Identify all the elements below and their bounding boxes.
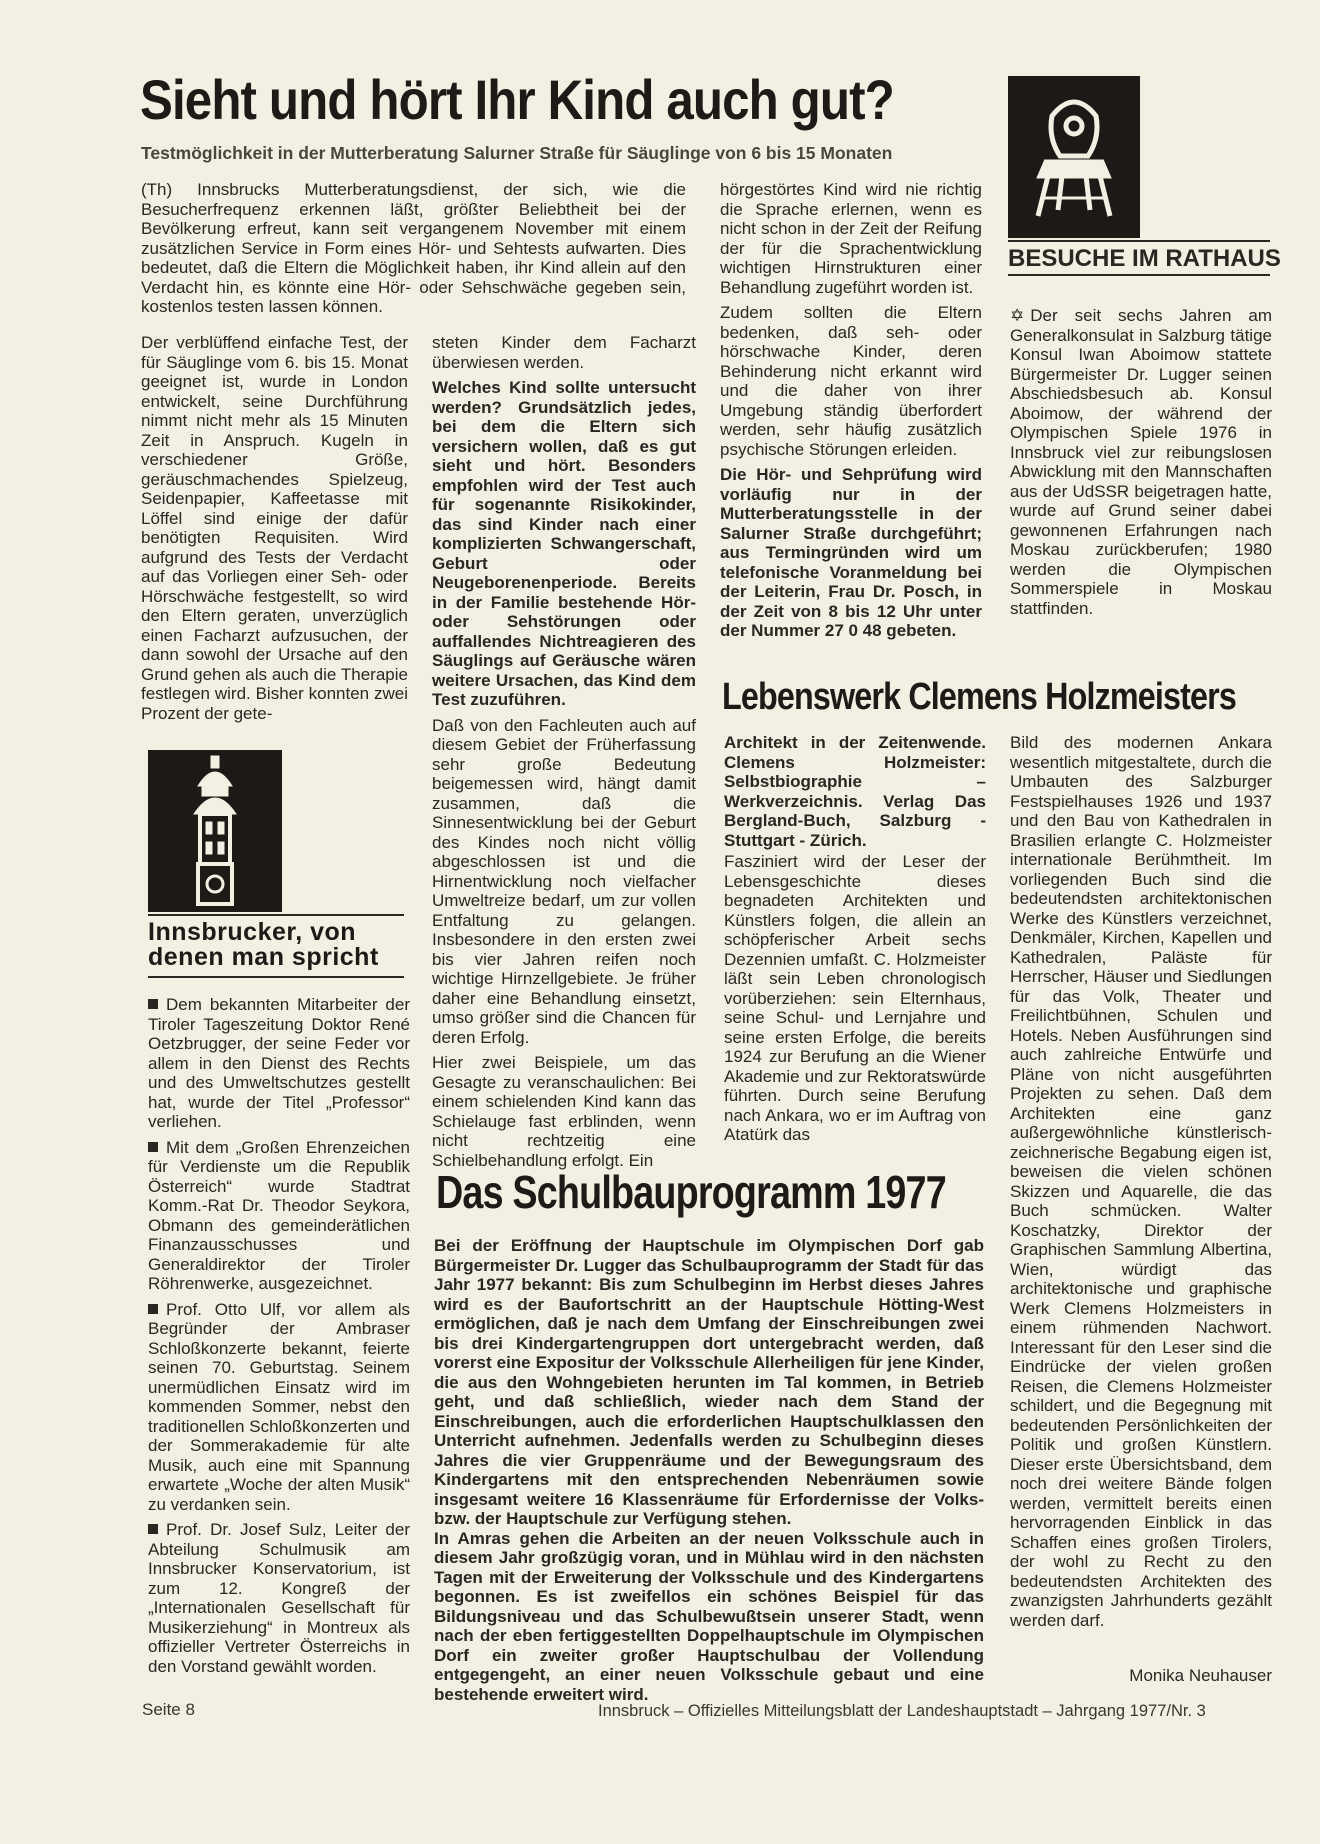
innsbrucker-heading [148, 920, 410, 970]
bullet-icon [148, 1304, 158, 1314]
holzmeister-book-info: Architekt in der Zeitenwende. Clemens Holzmeister: Selbstbiographie – Werkverzeichnis. Verlag Das Bergland-Buch, Salzburg - Stuttgart - Zürich. [724, 733, 986, 850]
footer-masthead: Innsbruck – Offizielles Mitteilungsblatt der Landeshauptstadt – Jahrgang 1977/Nr. 3 [598, 1702, 1206, 1720]
main-article-title: Sieht und hört Ihr Kind auch gut? [140, 68, 894, 131]
innsbrucker-list [148, 995, 410, 1676]
innsbrucker-heading-line2: denen man spricht [148, 943, 379, 971]
besuche-rule-top [1008, 240, 1270, 242]
list-item: Mit dem „Großen Ehrenzeichen für Verdienste um die Republik Österreich“ wurde Stadtrat Komm.-Rat Dr. Theodor Seykora, Obmann des gemeinderätlichen Finanzausschusses und Generaldirektor der Tiroler Röhrenwerke, ausgezeichnet. [148, 1137, 410, 1293]
innsbrucker-rule-bottom [148, 976, 404, 978]
innsbrucker-heading-line1: Innsbrucker, von [148, 918, 357, 946]
list-item: Prof. Dr. Josef Sulz, Leiter der Abteilung Schulmusik am Innsbrucker Konservatorium, ist zum 12. Kongreß der „Internationalen Gesellschaft für Musikerziehung“ in Montreux als offizieller Vertreter Österreichs in den Vorstand gewählt worden. [148, 1520, 410, 1676]
col2-paragraph: steten Kinder dem Facharzt überwiesen werden. [432, 333, 696, 372]
holzmeister-col-b: Bild des modernen Ankara wesentlich mitgestaltete, durch die Umbauten des Salzburger Festspielhauses 1926 und 1937 und den Bau von Kathedralen in Brasilien erlangte C. Holzmeister internationale Berühmtheit. Im vorliegenden Buch sind die bedeutendsten architektonischen Werke des Künstlers verzeichnet, Denkmäler, Kirchen, Kapellen und Kathedralen, Paläste für Herrscher, Häuser und Siedlungen für das Volk, Theater und Freilichtbühnen, Schulen und Hotels. Neben Ausführungen sind auch zahlreiche Entwürfe und Pläne von nicht ausgeführten Projekten zu sehen. Daß dem Architekten eine ganz außergewöhnliche künstlerisch-zeichnerische Begabung eigen ist, beweisen die vielen schönen Skizzen und Aquarelle, die das Buch schmücken. Walter Koschatzky, Direktor der Graphischen Sammlung Albertina, Wien, würdigt das architektonische und graphische Werk Clemens Holzmeisters in einem rühmenden Nachwort. Interessant für den Leser sind die Eindrücke der vielen großen Reisen, die Clemens Holzmeister schildert, und die Begegnung mit bedeutenden Persönlichkeiten der Politik und großen Künstlern. Dieser erste Übersichtsband, dem noch drei weitere Bände folgen werden, vermittelt bereits einen hervorragenden Einblick in das Schaffen eines großen Tirolers, der wohl zu Recht zu den bedeutendsten Architekten des zwanzigsten Jahrhunderts gezählt werden darf. [1010, 733, 1272, 1630]
main-article-subtitle: Testmöglichkeit in der Mutterberatung Salurner Straße für Säuglinge von 6 bis 15 Monaten [141, 143, 893, 163]
col2-paragraph: Daß von den Fachleuten auch auf diesem Gebiet der Früherfassung sehr große Bedeutung beigemessen wird, hängt damit zusammen, daß die Sinnesentwicklung bei der Geburt des Kindes noch nicht völlig abgeschlossen ist und die Hirnentwicklung noch vielfacher Umweltreize bedarf, um zur vollen Entfaltung zu gelangen. Insbesondere in den ersten zwei bis vier Jahren reifen noch wichtige Hirnzellgebiete. Je früher daher eine Behandlung einsetzt, umso größer sind die Chancen für deren Erfolg. [432, 715, 696, 1047]
tower-icon [148, 750, 282, 912]
page-number: Seite 8 [142, 1700, 195, 1719]
list-item: Dem bekannten Mitarbeiter der Tiroler Tageszeitung Doktor René Oetzbrugger, der seine Feder vor allem in den Dienst des Rechts und des Umweltschutzes gestellt hat, wurde der Titel „Professor“ verliehen. [148, 995, 410, 1131]
bullet-icon [148, 1142, 158, 1152]
col3-paragraph: hörgestörtes Kind wird nie richtig die Sprache erlernen, wenn es nicht schon in der Zeit der Reifung der für die Sprachentwicklung wichtigen Hirnstrukturen einer Behandlung zugeführt worden ist. [720, 180, 982, 297]
chair-logo [1008, 76, 1140, 238]
innsbrucker-rule-top [148, 914, 404, 916]
col3-bold-paragraph: Die Hör- und Sehprüfung wird vorläufig nur in der Mutterberatungsstelle in der Salurner Straße durchgeführt; aus Termingründen wird um telefonische Voranmeldung bei der Leiterin, Frau Dr. Posch, in der Zeit von 8 bis 12 Uhr unter der Nummer 27 0 48 gebeten. [720, 465, 982, 640]
schulbau-title: Das Schulbauprogramm 1977 [436, 1166, 946, 1218]
holzmeister-col-a: Fasziniert wird der Leser der Lebensgeschichte dieses begnadeten Architekten und Künstlers folgen, die allein an schöpferischer Arbeit sechs Dezennien umfaßt. C. Holzmeister läßt sein Leben chronologisch vorüberziehen: sein Elternhaus, seine Schul- und Lernjahre und seine ersten Erfolge, die bereits 1924 zur Berufung an die Wiener Akademie und zur Rektoratswürde führten. Durch seine Berufung nach Ankara, wo er im Auftrag von Atatürk das [724, 852, 986, 1144]
besuche-rule-bottom [1008, 274, 1270, 276]
chair-icon [1008, 76, 1140, 238]
holzmeister-title: Lebenswerk Clemens Holzmeisters [722, 676, 1236, 718]
col2-paragraph: Hier zwei Beispiele, um das Gesagte zu veranschaulichen: Bei einem schielenden Kind kann das Schielauge fast erblinden, wenn nicht rechtzeitig eine Schielbehandlung erfolgt. Ein [432, 1053, 696, 1170]
col2-bold-paragraph: Welches Kind sollte untersucht werden? Grundsätzlich jedes, bei dem die Eltern sich versichern wollen, daß es gut sieht und hört. Besonders empfohlen wird der Test auch für sogenannte Risikokinder, das sind Kinder nach einer komplizierten Schwangerschaft, Geburt oder Neugeborenenperiode. Bereits in der Familie bestehende Hör- oder Sehstörungen oder auffallendes Nichtreagieren des Säuglings auf Geräusche wären weitere Ursachen, das Kind dem Test zuzuführen. [432, 378, 696, 709]
schulbau-paragraph: Bei der Eröffnung der Hauptschule im Olympischen Dorf gab Bürgermeister Dr. Lugger das Schulbauprogramm der Stadt für das Jahr 1977 bekannt: Bis zum Schulbeginn im Herbst dieses Jahres wird es der Baufortschritt an der Hauptschule Hötting-West ermöglichen, daß je nach dem Umfang der Einschreibungen zwei bis drei Kindergartengruppen dort untergebracht werden, daß vorerst eine Expositur der Volksschule Allerheiligen für jene Kinder, die aus den Wohngebieten herunten im Tal kommen, in Betrieb geht, und daß schließlich, wieder nach dem Stand der Einschreibungen, auch die erforderlichen Hauptschulklassen den Unterricht aufnehmen. Jedenfalls werden zu Schulbeginn dieses Jahres die vier Gruppenräume und der Bewegungsraum des Kindergartens mit den entsprechenden Nebenräumen sowie insgesamt weitere 16 Klassenräume für Erfordernisse der Volks- bzw. der Hauptschule zur Verfügung stehen. [434, 1236, 984, 1528]
besuche-heading: BESUCHE IM RATHAUS [1008, 245, 1281, 272]
main-article-lead: (Th) Innsbrucks Mutterberatungsdienst, der sich, wie die Besucherfrequenz erkennen läßt, größter Beliebtheit bei der Bevölkerung erfreut, kann seit vergangenem November mit einem zusätzlichen Service in Form eines Hör- und Sehtests aufwarten. Dies bedeutet, daß die Eltern die Möglichkeit haben, ihr Kind allein auf den Verdacht hin, es könnte eine Hör- oder Sehschwäche gegeben sein, kostenlos testen lassen können. [141, 180, 686, 316]
besuche-body: Der seit sechs Jahren am Generalkonsulat in Salzburg tätige Konsul Iwan Aboimow stattete Bürgermeister Dr. Lugger seinen Abschiedsbesuch ab. Konsul Aboimow, der während der Olympischen Spiele 1976 in Innsbruck viel zur reibungslosen Abwicklung mit den Mannschaften aus der UdSSR beigetragen hatte, wurde auf Grund seiner dabei gewonnenen Erfahrungen nach Moskau zurückberufen; 1980 werden die Olympischen Sommerspiele in Moskau stattfinden. [1010, 306, 1272, 618]
tower-logo [148, 750, 282, 912]
bullet-icon [148, 999, 158, 1009]
star-icon: ✡ [1010, 306, 1025, 325]
schulbau-paragraph: In Amras gehen die Arbeiten an der neuen Volksschule auch in diesem Jahr großzügig voran, und in Mühlau wird in den nächsten Tagen mit der Erweiterung der Volksschule und des Kindergartens begonnen. Es ist zweifellos ein schönes Beispiel für das Bildungsniveau und das Schulbewußtsein unserer Stadt, wenn nach der eben fertiggestellten Doppelhauptschule im Olympischen Dorf ein zweiter großer Hauptschulbau der Vollendung entgegengeht, an einer neuen Volksschule gebaut und eine bestehende erweitert wird. [434, 1528, 984, 1704]
holzmeister-signature: Monika Neuhauser [1129, 1666, 1272, 1685]
bullet-icon [148, 1524, 158, 1534]
besuche-text [1010, 306, 1272, 618]
main-article-col1: Der verblüffend einfache Test, der für Säuglinge vom 6. bis 15. Monat geeignet ist, wurde in London entwickelt, seine Durchführung nimmt nicht mehr als 15 Minuten Zeit in Anspruch. Kugeln in verschiedener Größe, geräuschmachendes Spielzeug, Seidenpapier, Kaffeetasse mit Löffel sind einige der dafür benötigten Requisiten. Wird aufgrund des Tests der Verdacht auf das Vorliegen einer Seh- oder Hörschwäche festgestellt, so wird den Eltern geraten, unverzüglich einen Facharzt aufzusuchen, der dann sowohl der Ursache auf den Grund gehen als auch die Therapie festlegen wird. Bisher konnten zwei Prozent der gete- [141, 333, 408, 723]
col3-paragraph: Zudem sollten die Eltern bedenken, daß seh- oder hörschwache Kinder, deren Behinderung nicht erkannt wird und die daher von ihrer Umgebung ständig überfordert werden, sehr häufig zusätzlich psychische Störungen erleiden. [720, 303, 982, 459]
list-item: Prof. Otto Ulf, vor allem als Begründer der Ambraser Schloßkonzerte bekannt, feierte seinen 70. Geburtstag. Seinem unermüdlichen Einsatz wird im kommenden Sommer, nebst den traditionellen Schloßkonzerten und der Sommerakademie für alte Musik, auch eine mit Spannung erwartete „Woche der alten Musik“ zu verdanken sein. [148, 1299, 410, 1514]
main-article-col2 [432, 333, 696, 1170]
schulbau-body [434, 1236, 984, 1704]
main-article-col3 [720, 180, 982, 641]
